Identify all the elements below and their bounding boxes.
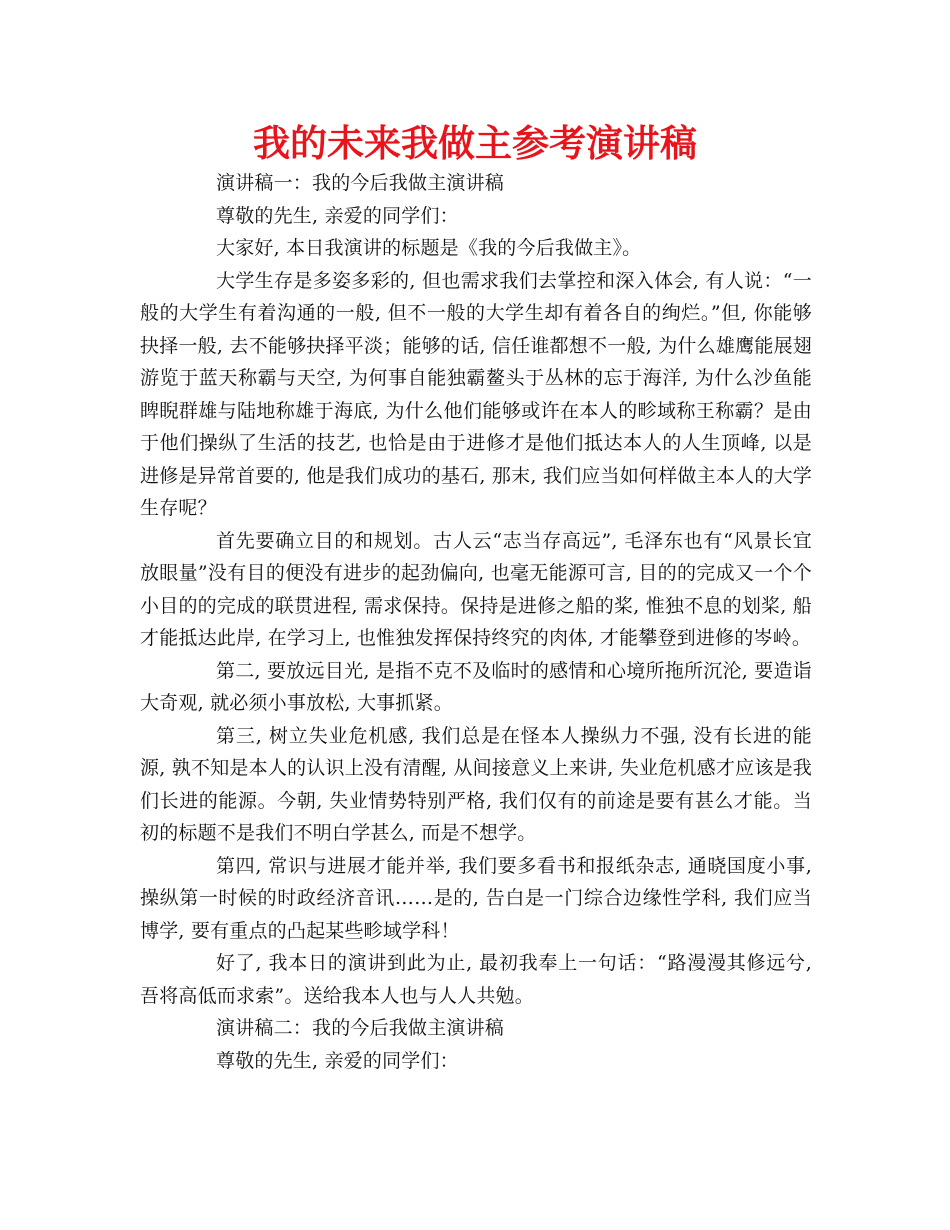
paragraph-opening: 大家好, 本日我演讲的标题是《我的今后我做主》。 (216, 237, 642, 259)
paragraph-point-four: 第四, 常识与进展才能并举, 我们要多看书和报纸杂志, 通晓国度小事, 操纵第一时候的时政经济音讯……是的, 告白是一门综合边缘性学科, 我们应当博学, 要有重点的凸起某些畛域学科！ (140, 854, 812, 942)
paragraph-greeting: 尊敬的先生, 亲爱的同学们： (216, 204, 459, 227)
paragraph-college-life: 大学生存是多姿多彩的, 但也需求我们去掌控和深入体会, 有人说：“一般的大学生有着沟通的一般, 但不一般的大学生却有着各自的绚烂。”但, 你能够抉择一般, 去不能够抉择平淡；能够的话, 信任谁都想不一般, 为什么雄鹰能展翅游览于蓝天称霸与天空, 为何事自能独霸鳌头于丛林的忘于海洋, 为什么沙鱼能睥睨群雄与陆地称雄于海底, 为什么他们能够或许在本人的畛域称王称霸？是由于他们操纵了生活的技艺, 也恰是由于进修才是他们抵达本人的人生顶峰, 以是进修是异常首要的, 他是我们成功的基石, 那末, 我们应当如何样做主本人的大学生存呢？ (140, 269, 812, 519)
paragraph-speech-two-heading: 演讲稿二：我的今后我做主演讲稿 (216, 1017, 505, 1039)
paragraph-greeting-two: 尊敬的先生, 亲爱的同学们： (216, 1049, 459, 1072)
paragraph-speech-one-heading: 演讲稿一：我的今后我做主演讲稿 (216, 172, 505, 194)
paragraph-point-three: 第三, 树立失业危机感, 我们总是在怪本人操纵力不强, 没有长进的能源, 孰不知是本人的认识上没有清醒, 从间接意义上来讲, 失业危机感才应该是我们长进的能源。今朝, 失业情势特别严格, 我们仅有的前途是要有甚么才能。当初的标题不是我们不明白学甚么, 而是不想学。 (140, 724, 812, 844)
paragraph-goals-planning: 首先要确立目的和规划。古人云“志当存高远”, 毛泽东也有“风景长宜放眼量”没有目的便没有进步的起劲偏向, 也毫无能源可言, 目的的完成又一个个小目的的完成的联贯进程, 需求保持。保持是进修之船的桨, 惟独不息的划桨, 船才能抵达此岸, 在学习上, 也惟独发挥保持终究的肉体, 才能攀登到进修的岑岭。 (140, 529, 812, 649)
document-title: 我的未来我做主参考演讲稿 (253, 122, 697, 165)
document-body (140, 167, 812, 1077)
paragraph-closing: 好了, 我本日的演讲到此为止, 最初我奉上一句话：“路漫漫其修远兮, 吾将高低而求索”。送给我本人也与人人共勉。 (140, 952, 812, 1007)
paragraph-point-two: 第二, 要放远目光, 是指不克不及临时的感情和心境所拖所沉沦, 要造诣大奇观, 就必须小事放松, 大事抓紧。 (140, 659, 812, 714)
